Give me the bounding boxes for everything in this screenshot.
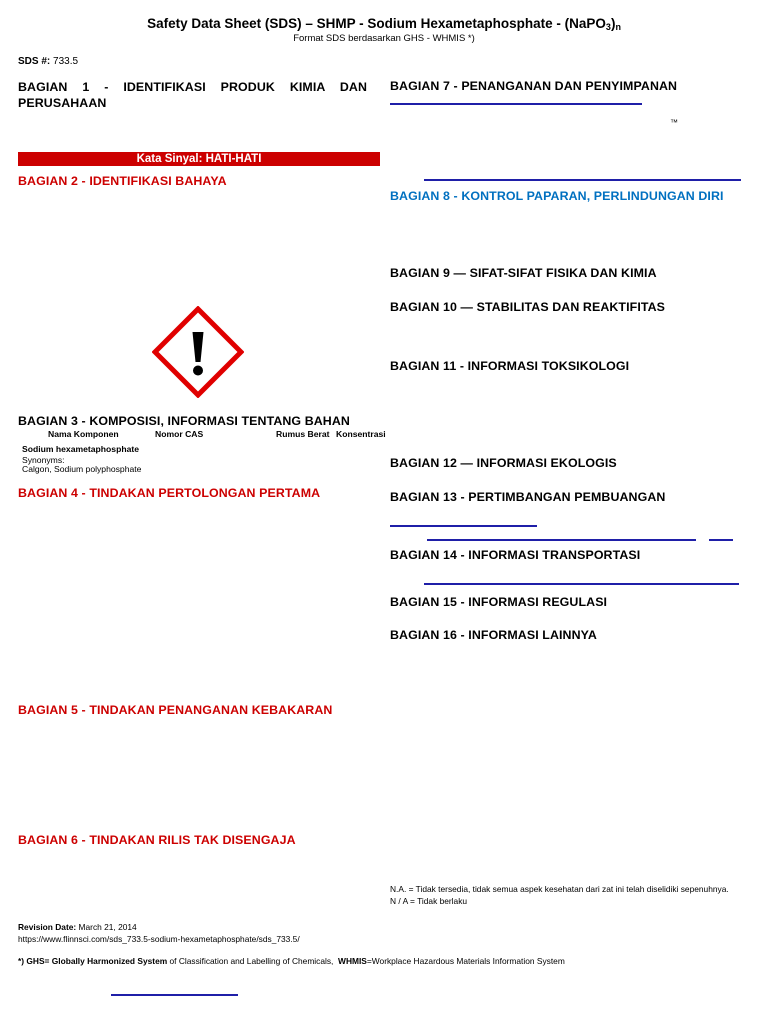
link-underline[interactable] (390, 525, 537, 527)
sds-value: 733.5 (53, 56, 79, 67)
source-url[interactable]: https://www.flinnsci.com/sds_733.5-sodium-hexametaphosphate/sds_733.5/ (18, 934, 300, 944)
document-subtitle: Format SDS berdasarkan GHS - WHMIS *) (293, 33, 475, 44)
synonyms-label: Synonyms: (22, 455, 65, 465)
section-9-heading: BAGIAN 9 — SIFAT-SIFAT FISIKA DAN KIMIA (390, 266, 657, 280)
section-6-heading: BAGIAN 6 - TINDAKAN RILIS TAK DISENGAJA (18, 833, 296, 847)
ghs-whmis-footnote (18, 956, 565, 966)
revision-date (18, 922, 137, 932)
note-n-a: N / A = Tidak berlaku (390, 896, 468, 906)
exclamation-mark-icon (152, 306, 244, 398)
section-15-heading: BAGIAN 15 - INFORMASI REGULASI (390, 595, 608, 609)
section-11-heading: BAGIAN 11 - INFORMASI TOKSIKOLOGI (390, 359, 630, 373)
revision-value: March 21, 2014 (78, 922, 137, 932)
section-8-heading: BAGIAN 8 - KONTROL PAPARAN, PERLINDUNGAN DIRI (390, 189, 724, 203)
document-title: Safety Data Sheet (SDS) – SHMP - Sodium Hexametaphosphate - $(NaPO_3)_n$ (147, 16, 621, 32)
whmis-label: WHMIS (338, 956, 367, 966)
sds-number (18, 56, 78, 67)
ghs-prefix: *) GHS= (18, 956, 50, 966)
col-header-concentration: Konsentrasi (336, 429, 386, 439)
revision-label: Revision Date: (18, 922, 77, 932)
col-header-formula-weight: Rumus Berat (276, 429, 330, 439)
note-na: N.A. = Tidak tersedia, tidak semua aspek kesehatan dari zat ini telah diselidiki sepenuhnya. (390, 884, 729, 894)
col-header-component-name: Nama Komponen (48, 429, 119, 439)
section-14-heading: BAGIAN 14 - INFORMASI TRANSPORTASI (390, 548, 641, 562)
section-10-heading: BAGIAN 10 — STABILITAS DAN REAKTIFITAS (390, 300, 666, 314)
link-underline[interactable] (427, 539, 696, 541)
sds-label: SDS #: (18, 56, 51, 67)
section-3-heading: BAGIAN 3 - KOMPOSISI, INFORMASI TENTANG BAHAN (18, 414, 350, 428)
section-16-heading: BAGIAN 16 - INFORMASI LAINNYA (390, 628, 597, 642)
synonyms-value: Calgon, Sodium polyphosphate (22, 464, 142, 474)
link-underline[interactable] (111, 994, 238, 996)
link-underline[interactable] (709, 539, 733, 541)
signal-word-banner: Kata Sinyal: HATI-HATI (18, 152, 380, 166)
section-7-heading: BAGIAN 7 - PENANGANAN DAN PENYIMPANAN (390, 79, 678, 93)
section-13-heading: BAGIAN 13 - PERTIMBANGAN PEMBUANGAN (390, 490, 666, 504)
col-header-cas-number: Nomor CAS (155, 429, 204, 439)
component-name: Sodium hexametaphosphate (22, 444, 139, 454)
section-2-heading: BAGIAN 2 - IDENTIFIKASI BAHAYA (18, 174, 227, 188)
ghs-text: of Classification and Labelling of Chemicals, (169, 956, 334, 966)
trademark-symbol: ™ (670, 118, 678, 127)
link-underline[interactable] (424, 179, 741, 181)
section-1-heading: BAGIAN 1 - IDENTIFIKASI PRODUK KIMIA DAN PERUSAHAAN (18, 80, 367, 110)
section-12-heading: BAGIAN 12 — INFORMASI EKOLOGIS (390, 456, 617, 470)
section-4-heading: BAGIAN 4 - TINDAKAN PERTOLONGAN PERTAMA (18, 486, 321, 500)
whmis-text: =Workplace Hazardous Materials Information System (366, 956, 565, 966)
link-underline[interactable] (390, 103, 642, 105)
section-5-heading: BAGIAN 5 - TINDAKAN PENANGANAN KEBAKARAN (18, 703, 333, 717)
link-underline[interactable] (424, 583, 739, 585)
ghs-name: Globally Harmonized System (51, 956, 168, 966)
